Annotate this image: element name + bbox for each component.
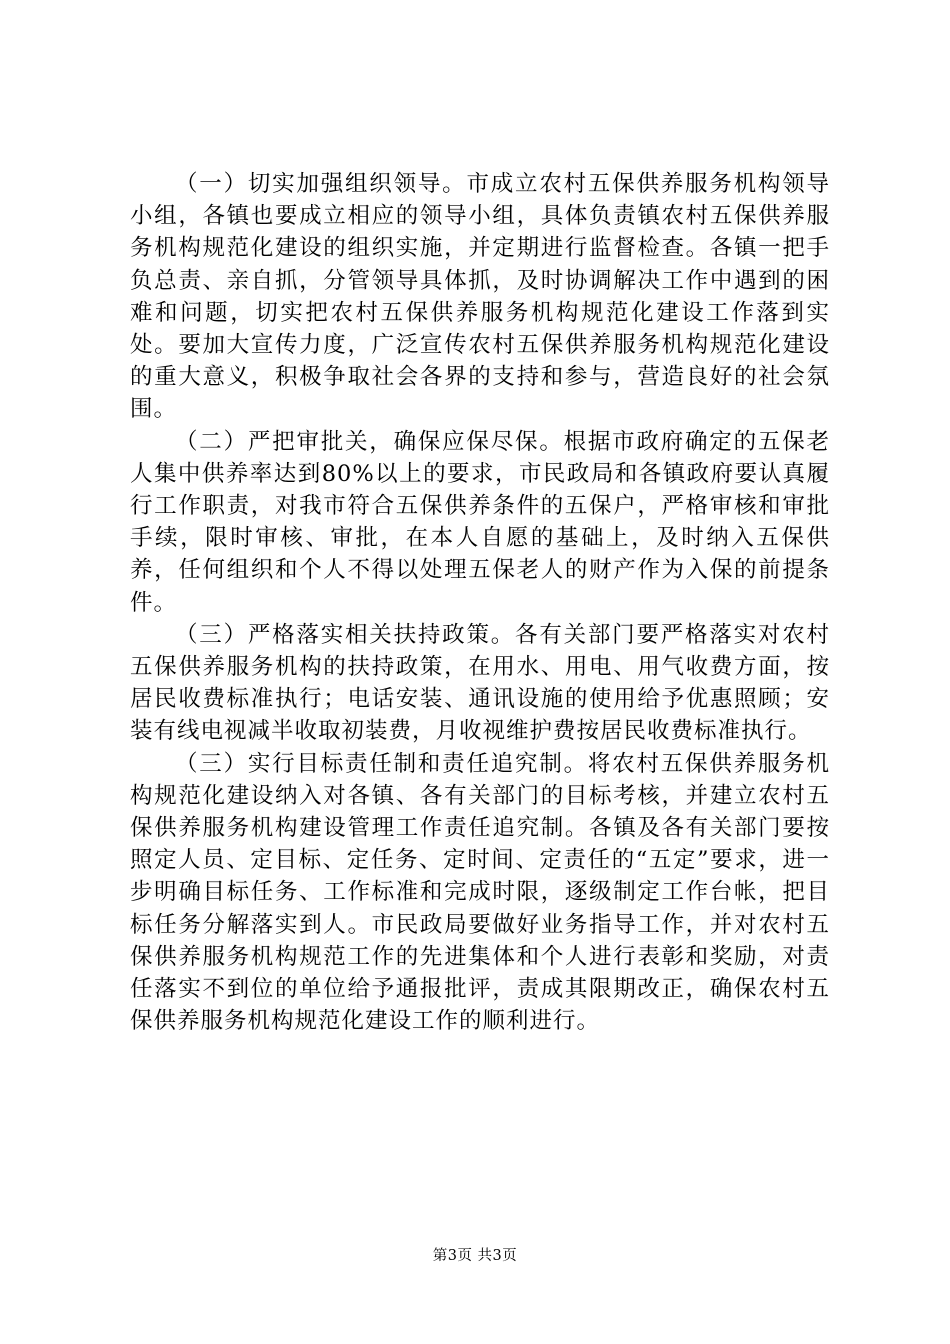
- page-number-footer: 第3页 共3页: [432, 1248, 518, 1264]
- paragraph-organization-leadership: （一）切实加强组织领导。市成立农村五保供养服务机构领导小组，各镇也要成立相应的领导小组，具体负责镇农村五保供养服务机构规范化建设的组织实施，并定期进行监督检查。各镇一把手负总责、亲自抓，分管领导具体抓，及时协调解决工作中遇到的困难和问题，切实把农村五保供养服务机构规范化建设工作落到实处。要加大宣传力度，广泛宣传农村五保供养服务机构规范化建设的重大意义，积极争取社会各界的支持和参与，营造良好的社会氛围。: [130, 171, 830, 423]
- paragraph-responsibility-system: （三）实行目标责任制和责任追究制。将农村五保供养服务机构规范化建设纳入对各镇、各有关部门的目标考核，并建立农村五保供养服务机构建设管理工作责任追究制。各镇及各有关部门要按照定人员、定目标、定任务、定时间、定责任的“五定”要求，进一步明确目标任务、工作标准和完成时限，逐级制定工作台帐，把目标任务分解落实到人。市民政局要做好业务指导工作，并对农村五保供养服务机构规范工作的先进集体和个人进行表彰和奖励，对责任落实不到位的单位给予通报批评，责成其限期改正，确保农村五保供养服务机构规范化建设工作的顺利进行。: [130, 750, 830, 1035]
- paragraph-support-policies: （三）严格落实相关扶持政策。各有关部门要严格落实对农村五保供养服务机构的扶持政策，在用水、用电、用气收费方面，按居民收费标准执行；电话安装、通讯设施的使用给予优惠照顾；安装有线电视减半收取初装费，月收视维护费按居民收费标准执行。: [130, 621, 830, 745]
- paragraph-approval-control: （二）严把审批关，确保应保尽保。根据市政府确定的五保老人集中供养率达到80%以上的要求，市民政局和各镇政府要认真履行工作职责，对我市符合五保供养条件的五保户，严格审核和审批手续，限时审核、审批，在本人自愿的基础上，及时纳入五保供养，任何组织和个人不得以处理五保老人的财产作为入保的前提条件。: [130, 428, 830, 616]
- document-body: [130, 168, 830, 1037]
